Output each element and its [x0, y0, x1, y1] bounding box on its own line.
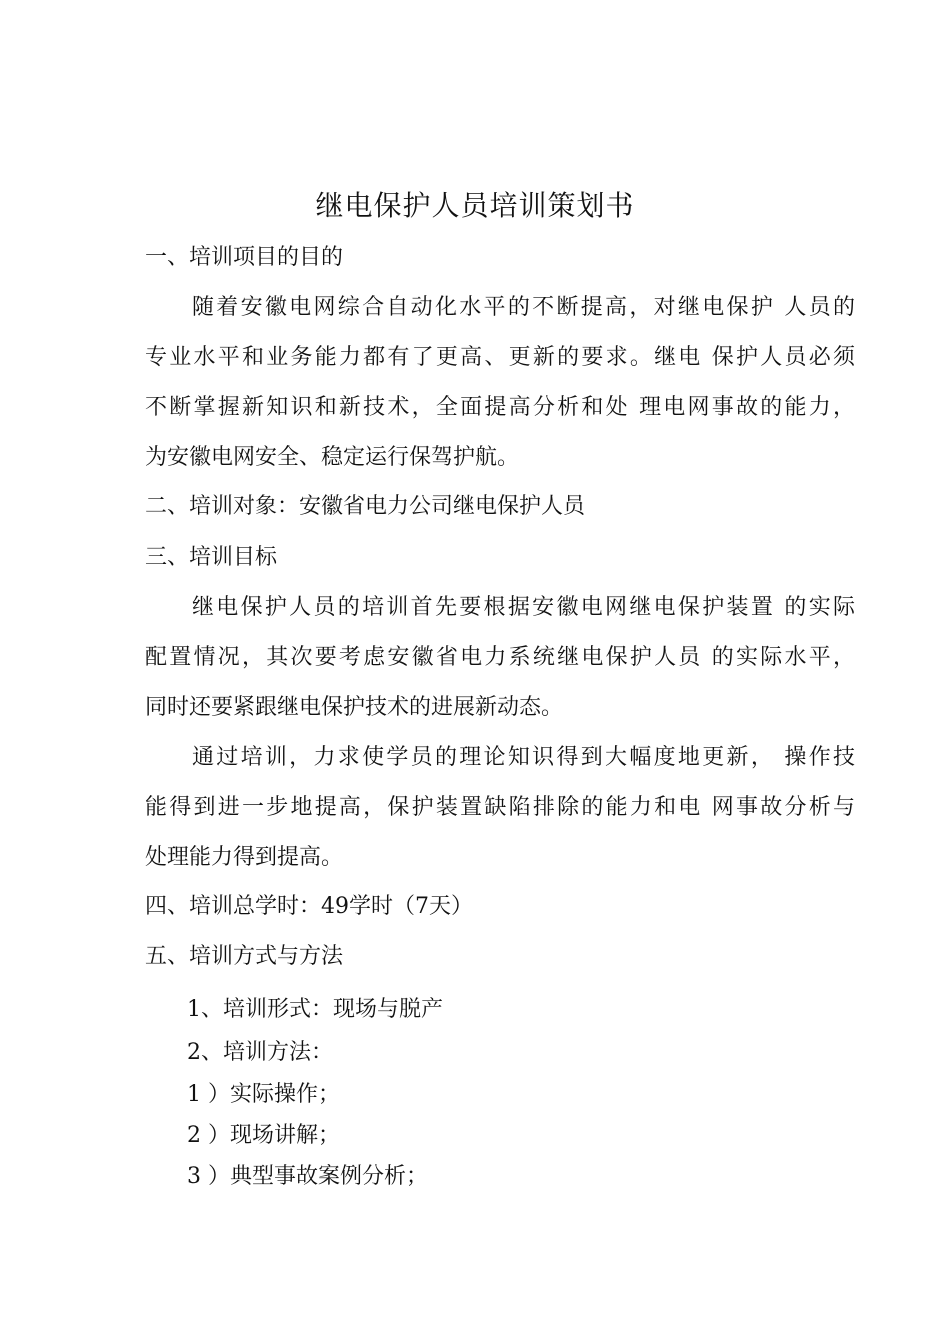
paragraph-line: 同时还要紧跟继电保护技术的进展新动态。 [145, 695, 564, 720]
paragraph-line: 为安徽电网安全、稳定运行保驾护航。 [145, 445, 520, 470]
paragraph-line: 配置情况，其次要考虑安徽省电力系统继电保护人员 的实际水平， [145, 645, 855, 670]
section-heading-hours: 四、培训总学时：49学时（7天） [145, 894, 473, 919]
document-title: 继电保护人员培训策划书 [315, 189, 635, 222]
paragraph-line: 能得到进一步地提高，保护装置缺陷排除的能力和电 网事故分析与 [145, 795, 855, 820]
paragraph-line: 专业水平和业务能力都有了更高、更新的要求。继电 保护人员必须 [145, 345, 855, 370]
list-item: 2、培训方法： [187, 1040, 333, 1065]
list-item: 1 ）实际操作； [187, 1082, 340, 1107]
section-heading-purpose: 一、培训项目的目的 [145, 245, 344, 270]
section-heading-audience: 二、培训对象：安徽省电力公司继电保护人员 [145, 494, 586, 519]
paragraph-line: 继电保护人员的培训首先要根据安徽电网继电保护装置 的实际 [192, 595, 855, 620]
paragraph-line: 随着安徽电网综合自动化水平的不断提高，对继电保护 人员的 [192, 295, 855, 320]
section-heading-goals: 三、培训目标 [145, 545, 278, 570]
list-item: 2 ）现场讲解； [187, 1123, 340, 1148]
section-heading-methods: 五、培训方式与方法 [145, 944, 344, 969]
list-item: 3 ）典型事故案例分析； [187, 1164, 428, 1189]
paragraph-line: 不断掌握新知识和新技术，全面提高分析和处 理电网事故的能力， [145, 395, 855, 420]
paragraph-line: 处理能力得到提高。 [145, 845, 344, 870]
paragraph-line: 通过培训，力求使学员的理论知识得到大幅度地更新， 操作技 [192, 745, 855, 770]
list-item: 1、培训形式：现场与脱产 [187, 997, 443, 1022]
